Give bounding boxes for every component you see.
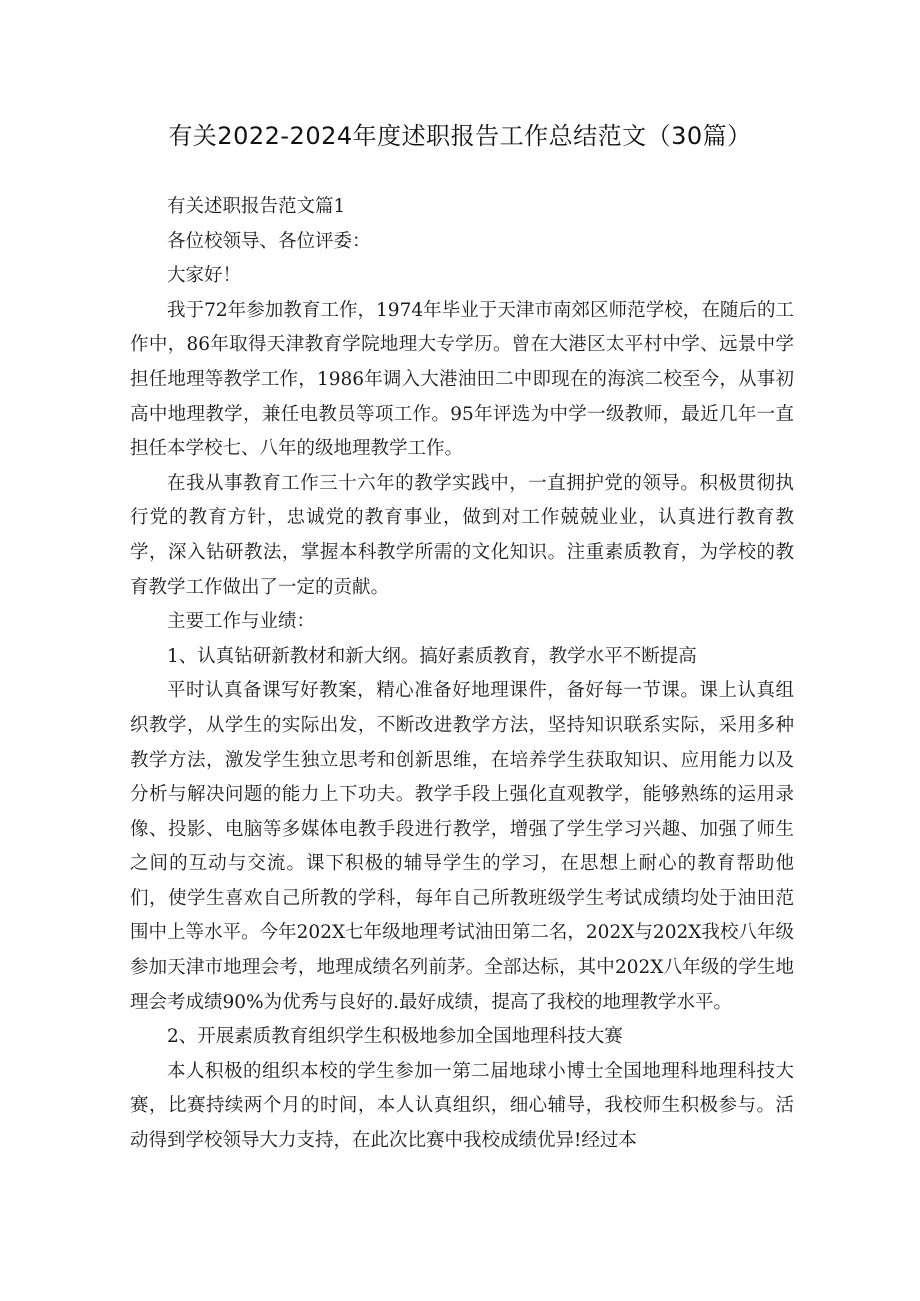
- salutation: 各位校领导、各位评委：: [167, 230, 371, 252]
- section-heading: 有关述职报告范文篇1: [167, 196, 346, 217]
- list-item-heading: 2、开展素质教育组织学生积极地参加全国地理科技大赛: [167, 1026, 623, 1048]
- greeting: 大家好！: [167, 265, 242, 287]
- list-item-heading: 1、认真钻研新教材和新大纲。搞好素质教育，教学水平不断提高: [167, 645, 697, 667]
- document-body: [130, 190, 794, 1159]
- subsection-heading: 主要工作与业绩：: [167, 611, 316, 633]
- document-title: 有关2022-2024年度述职报告工作总结范文（30篇）: [168, 122, 752, 150]
- body-paragraph: 平时认真备课写好教案，精心准备好地理课件，备好每一节课。课上认真组织教学，从学生的实际出发，不断改进教学方法，坚持知识联系实际，采用多种教学方法，激发学生独立思考和创新思维，在培养学生获取知识、应用能力以及分析与解决问题的能力上下功夫。教学手段上强化直观教学，能够熟练的运用录像、投影、电脑等多媒体电教手段进行教学，增强了学生学习兴趣、加强了师生之间的互动与交流。课下积极的辅导学生的学习，在思想上耐心的教育帮助他们，使学生喜欢自己所教的学科，每年自己所教班级学生考试成绩均处于油田范围中上等水平。今年202X七年级地理考试油田第二名，202X与202X我校八年级参加天津市地理会考，地理成绩名列前茅。全部达标，其中202X八年级的学生地理会考成绩90%为优秀与良好的.最好成绩，提高了我校的地理教学水平。: [130, 680, 794, 1013]
- body-paragraph: 在我从事教育工作三十六年的教学实践中，一直拥护党的领导。积极贯彻执行党的教育方针，忠诚党的教育事业，做到对工作兢兢业业，认真进行教育教学，深入钻研教法，掌握本科教学所需的文化知识。注重素质教育，为学校的教育教学工作做出了一定的贡献。: [130, 472, 794, 598]
- body-paragraph: 我于72年参加教育工作，1974年毕业于天津市南郊区师范学校，在随后的工作中，86年取得天津教育学院地理大专学历。曾在大港区太平村中学、远景中学担任地理等教学工作，1986年调入大港油田二中即现在的海滨二校至今，从事初高中地理教学，兼任电教员等项工作。95年评选为中学一级教师，最近几年一直担任本学校七、八年的级地理教学工作。: [130, 299, 794, 460]
- body-paragraph: 本人积极的组织本校的学生参加一第二届地球小博士全国地理科地理科技大赛，比赛持续两个月的时间，本人认真组织，细心辅导，我校师生积极参与。活动得到学校领导大力支持，在此次比赛中我校成绩优异!经过本: [130, 1060, 794, 1152]
